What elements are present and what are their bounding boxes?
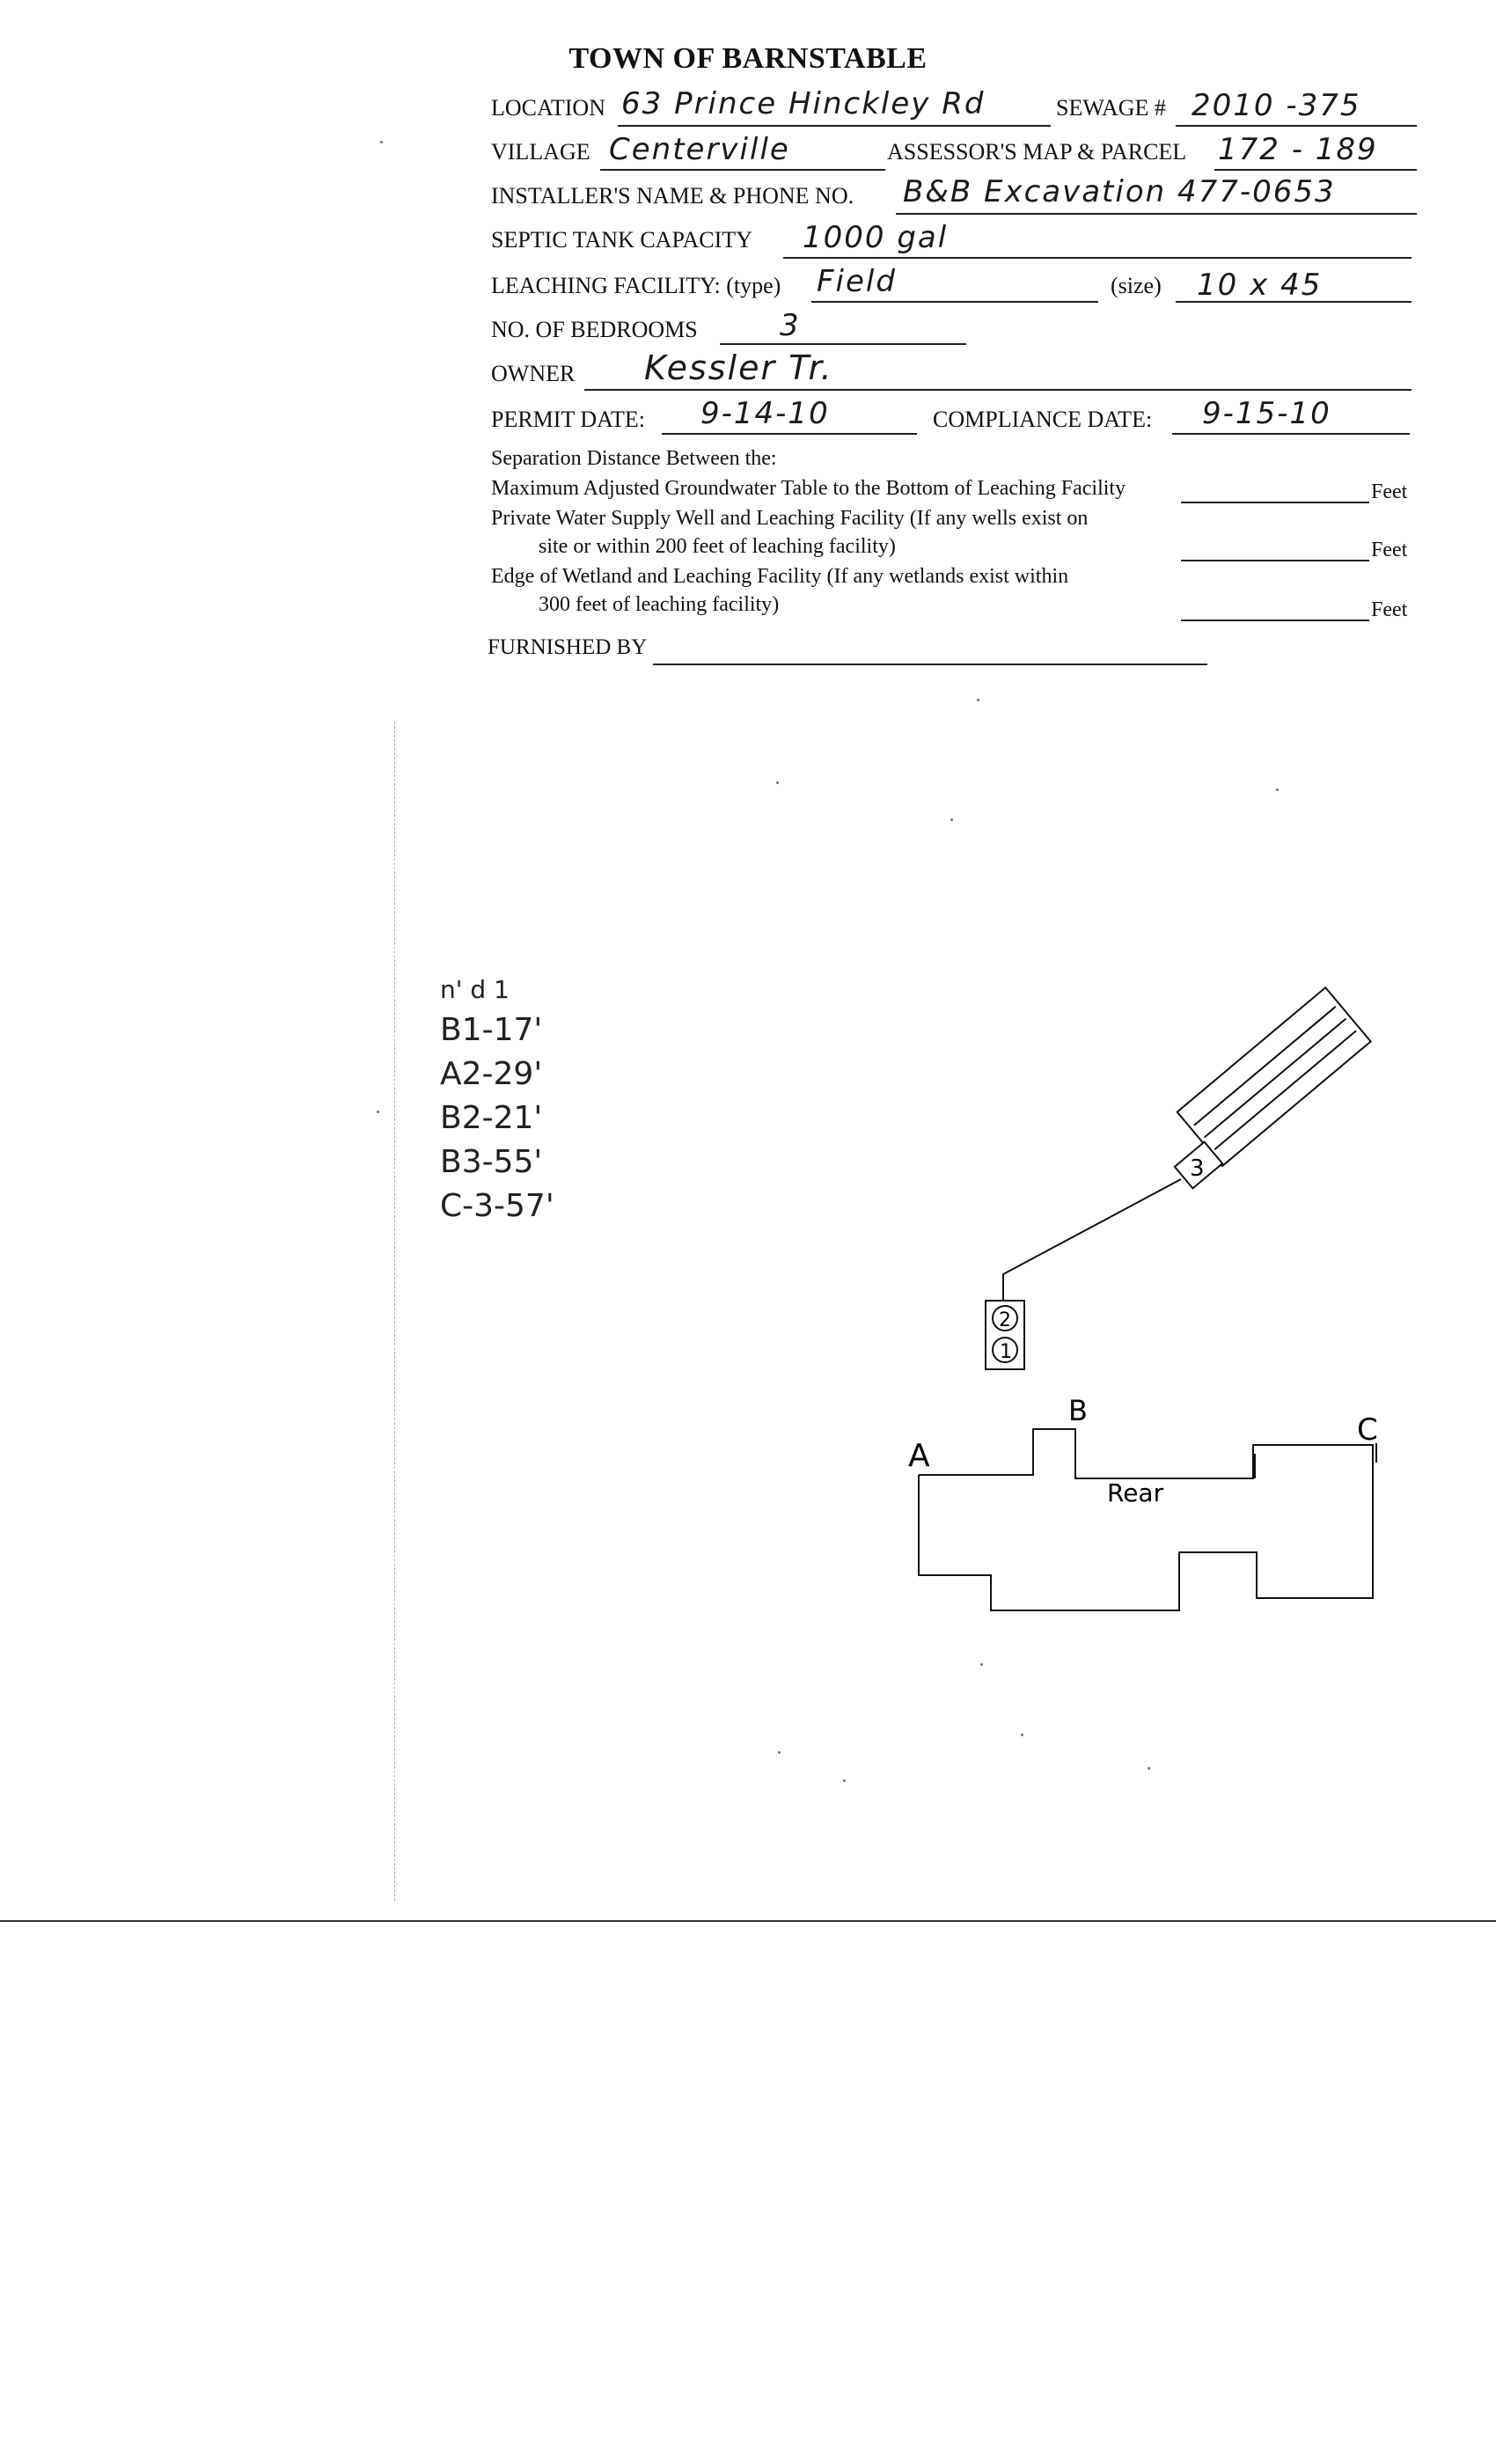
effluent-pipe [1003, 1179, 1181, 1301]
house-outline [919, 1429, 1373, 1610]
note-line-5: C-3-57' [440, 1188, 554, 1224]
separation-groundwater: Maximum Adjusted Groundwater Table to the Bottom of Leaching Facility [491, 477, 1126, 500]
corner-label-a: A [908, 1438, 930, 1474]
map-parcel-label: ASSESSOR'S MAP & PARCEL [887, 139, 1187, 165]
leach-type-label: LEACHING FACILITY: (type) [491, 273, 781, 298]
compliance-date-label: COMPLIANCE DATE: [933, 407, 1153, 432]
note-line-3: B2-21' [440, 1100, 543, 1136]
groundwater-feet-unit: Feet [1371, 480, 1408, 503]
tank-label: SEPTIC TANK CAPACITY [491, 227, 752, 253]
wetland-feet-unit: Feet [1371, 598, 1408, 621]
leaching-lateral-2 [1205, 1019, 1346, 1138]
distribution-box-label: 3 [1190, 1155, 1205, 1182]
scan-speck [377, 1111, 379, 1113]
permit-date-label: PERMIT DATE: [491, 407, 646, 432]
owner-label: OWNER [491, 361, 576, 386]
bedrooms-value: 3 [780, 308, 801, 343]
leaching-field-outline [1177, 987, 1371, 1166]
tank-value: 1000 gal [803, 220, 949, 255]
scan-speck [1148, 1767, 1150, 1770]
tank-label-1: 1 [1000, 1341, 1012, 1363]
form-title: TOWN OF BARNSTABLE [568, 42, 928, 75]
leach-size-value: 10 x 45 [1197, 268, 1323, 303]
sewage-value: 2010 -375 [1192, 88, 1361, 123]
scan-speck [1021, 1734, 1023, 1736]
compliance-date-value: 9-15-10 [1202, 396, 1331, 431]
note-line-2: A2-29' [440, 1056, 543, 1092]
separation-well-line1: Private Water Supply Well and Leaching Facility (If any wells exist on [491, 507, 1089, 530]
separation-wetland-line2: 300 feet of leaching facility) [539, 593, 780, 616]
note-line-0: n' d 1 [440, 975, 510, 1004]
sewage-label: SEWAGE # [1056, 95, 1166, 121]
scan-speck [380, 141, 383, 143]
location-value: 63 Prince Hinckley Rd [621, 86, 986, 121]
bedrooms-label: NO. OF BEDROOMS [491, 317, 698, 342]
leach-size-label: (size) [1111, 273, 1162, 298]
installer-value: B&B Excavation 477-0653 [903, 174, 1336, 209]
village-value: Centerville [609, 132, 790, 167]
separation-well-line2: site or within 200 feet of leaching facility) [539, 535, 896, 558]
scan-speck [980, 1663, 983, 1666]
note-line-1: B1-17' [440, 1012, 543, 1048]
map-parcel-value: 172 - 189 [1218, 132, 1378, 167]
installer-label: INSTALLER'S NAME & PHONE NO. [491, 183, 854, 209]
scan-speck [843, 1779, 846, 1782]
location-label: LOCATION [491, 95, 605, 121]
separation-heading: Separation Distance Between the: [491, 447, 777, 470]
village-label: VILLAGE [491, 139, 590, 165]
scan-speck [977, 699, 979, 701]
furnished-by-label: FURNISHED BY [488, 635, 648, 659]
scan-speck [778, 1751, 781, 1754]
tank-label-2: 2 [999, 1309, 1011, 1331]
scan-speck [776, 781, 779, 784]
separation-wetland-line1: Edge of Wetland and Leaching Facility (If any wetlands exist within [491, 565, 1069, 588]
scan-speck [950, 818, 953, 821]
corner-label-c: C [1357, 1412, 1378, 1448]
rear-label: Rear [1107, 1478, 1164, 1507]
owner-value: Kessler Tr. [644, 348, 833, 387]
note-line-4: B3-55' [440, 1144, 543, 1180]
leaching-field [1177, 987, 1371, 1166]
corner-label-b: B [1068, 1394, 1088, 1427]
scan-speck [1276, 788, 1279, 791]
permit-date-value: 9-14-10 [700, 396, 830, 431]
well-feet-unit: Feet [1371, 539, 1408, 561]
leach-type-value: Field [817, 264, 897, 299]
